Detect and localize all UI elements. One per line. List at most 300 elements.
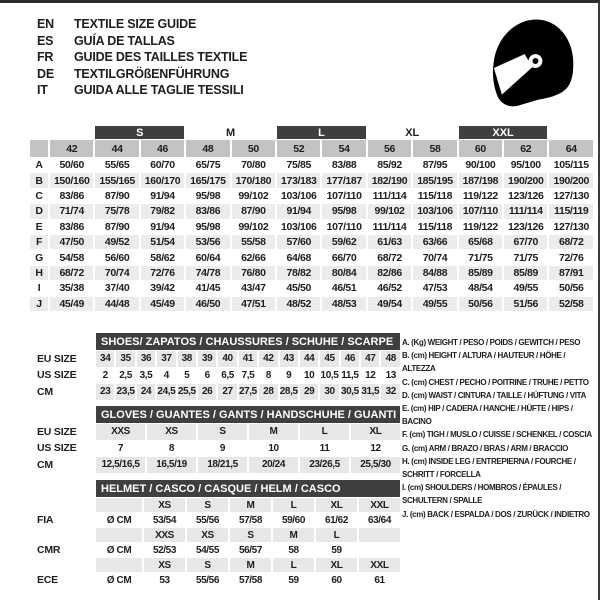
size-cell: 47/51 (232, 297, 275, 311)
size-cell: M (273, 528, 314, 542)
helmet-icon (487, 16, 576, 110)
size-cell: 12,5/16,5 (96, 457, 145, 473)
row-label: B (30, 173, 48, 187)
size-cell: 60 (331, 574, 342, 586)
size-cell: M (230, 558, 271, 572)
size-cell: 87/91 (549, 266, 593, 280)
lang-row-en (37, 16, 247, 33)
size-cell: 187/198 (459, 173, 502, 187)
row-label: D (30, 204, 48, 218)
size-cell: 53/54 (152, 514, 177, 526)
measure-row-h (30, 266, 593, 280)
size-column-header: 46 (141, 140, 184, 157)
size-column-header: 48 (186, 140, 229, 157)
row-label: US SIZE (37, 442, 77, 455)
size-cell: 115/118 (417, 220, 453, 233)
size-cell: XXL (359, 498, 400, 512)
size-cell: 39/42 (150, 282, 175, 295)
size-cell: 52/58 (549, 297, 593, 311)
measure-row-a (30, 158, 593, 172)
size-cell: 59/60 (281, 514, 306, 526)
size-cell: 190/200 (549, 173, 593, 187)
row-label: J (30, 297, 48, 311)
row-label: US SIZE (37, 369, 77, 382)
legend-item: J. (cm) BACK / ESPALDA / DOS / ZURÜCK / INDIETRO (402, 509, 590, 519)
size-cell: 12 (370, 442, 381, 454)
language-title-block (37, 16, 247, 99)
size-cell: 95/98 (195, 189, 221, 202)
size-cell: 103/106 (413, 204, 456, 218)
size-cell: 57/60 (277, 235, 320, 249)
size-cell: 58/62 (150, 251, 175, 264)
size-cell: 23/26,5 (300, 457, 349, 473)
size-cell: 127/130 (553, 189, 589, 202)
size-cell: 48 (381, 351, 400, 367)
size-cell: 87/90 (232, 204, 275, 218)
measure-row-i (30, 281, 593, 295)
size-group-xl: XL (405, 126, 420, 139)
size-cell: 18/21,5 (198, 457, 247, 473)
size-cell: 160/170 (141, 173, 184, 187)
size-cell: 16,5/19 (147, 457, 196, 473)
size-cell: 64/68 (286, 251, 311, 264)
size-cell: 74/78 (186, 266, 229, 280)
size-cell: 30,5 (341, 384, 359, 400)
size-cell: 46 (341, 351, 359, 367)
size-cell: 70/80 (241, 159, 266, 172)
measurement-legend (402, 336, 594, 521)
size-cell: 57/58 (238, 574, 263, 586)
size-cell: 115/118 (417, 189, 453, 202)
size-cell: S (187, 498, 228, 512)
shoes-eu-row (30, 351, 400, 367)
lang-code: FR (37, 50, 54, 64)
lang-title: TEXTILGRÖßENFÜHRUNG (74, 66, 230, 81)
row-label: EU SIZE (37, 425, 77, 438)
size-cell: M (249, 424, 298, 440)
size-cell: 55/58 (232, 235, 275, 249)
size-cell: 24,5 (157, 384, 175, 400)
size-cell: L (316, 528, 357, 542)
size-cell: 173/183 (277, 173, 320, 187)
legend-item: B. (cm) HEIGHT / ALTURA / HAUTEUR / HÖHE / ALTEZZA (402, 351, 566, 374)
size-group-l: L (277, 126, 366, 139)
size-cell: 36 (137, 351, 155, 367)
size-cell: 59/62 (322, 235, 365, 249)
size-cell: 45/49 (141, 297, 184, 311)
size-cell: 61 (374, 574, 385, 586)
size-cell: 99/102 (368, 204, 411, 218)
size-cell: 182/190 (368, 173, 411, 187)
shoes-cm-row (30, 384, 400, 400)
size-cell: 111/114 (504, 204, 547, 218)
size-column-header: 58 (413, 140, 456, 157)
row-label: CM (37, 385, 53, 398)
legend-item: F. (cm) TIGH / MUSLO / CUISSE / SCHENKEL / COSCIA (402, 430, 592, 440)
size-cell (359, 543, 400, 557)
size-cell: 2 (102, 369, 108, 381)
size-cell: 95/98 (195, 220, 221, 233)
size-cell (96, 558, 142, 572)
measure-row-g (30, 250, 593, 264)
size-cell: 54/55 (195, 544, 220, 556)
size-cell: 23,5 (116, 384, 134, 400)
size-cell: S (230, 528, 271, 542)
size-cell: Ø CM (106, 514, 132, 526)
size-cell: 49/55 (413, 297, 456, 311)
legend-item: E. (cm) HIP / CADERA / HANCHE / HÜFTE / HIPS / BACINO (402, 404, 573, 427)
size-cell: 66/70 (331, 251, 357, 264)
size-cell: 60/64 (195, 251, 221, 264)
size-cell: 50/56 (558, 282, 584, 295)
size-cell: 83/86 (186, 204, 229, 218)
size-cell: 35/38 (59, 282, 84, 295)
row-label: F (30, 235, 48, 249)
size-cell: L (273, 498, 314, 512)
measure-row-f (30, 235, 593, 249)
size-cell: 83/88 (331, 159, 357, 172)
size-cell: 70/74 (95, 266, 138, 280)
size-cell: 87/95 (422, 159, 448, 172)
size-cell: 99/102 (238, 220, 269, 233)
size-cell: 29 (300, 384, 318, 400)
numeric-size-header-row (30, 140, 593, 157)
lang-title: GUÍA DE TALLAS (74, 33, 175, 48)
size-cell: 12 (365, 369, 376, 381)
size-cell: 40 (218, 351, 236, 367)
size-cell: 155/165 (95, 173, 138, 187)
size-cell: 82/86 (368, 266, 411, 280)
lang-title: GUIDE DES TAILLES TEXTILE (74, 50, 248, 64)
size-cell: 99/102 (238, 189, 269, 202)
size-cell: 47/50 (50, 235, 93, 249)
size-cell: 8 (168, 442, 175, 454)
size-cell: 35 (116, 351, 134, 367)
size-cell: 55/56 (195, 514, 220, 526)
size-cell: 90/100 (465, 159, 496, 172)
size-cell: 53 (159, 574, 170, 586)
size-cell: 85/92 (377, 159, 402, 172)
size-cell: 41/45 (195, 282, 221, 295)
size-cell: 46/52 (377, 282, 402, 295)
size-cell: 85/89 (459, 266, 502, 280)
size-cell: 58 (288, 544, 299, 556)
size-group-xxl: XXL (459, 126, 548, 139)
size-cell: Ø CM (106, 544, 132, 556)
size-cell: 10 (303, 369, 315, 381)
size-cell: 103/106 (280, 220, 317, 233)
size-cell: S (187, 558, 228, 572)
measure-row-d (30, 204, 593, 218)
size-cell: 44 (300, 351, 318, 367)
lang-row-fr (37, 49, 247, 66)
size-cell: 55/56 (195, 574, 220, 586)
size-cell: 49/54 (368, 297, 411, 311)
size-cell: 107/110 (326, 220, 362, 233)
size-cell: 6 (204, 369, 210, 381)
size-cell: 123/126 (508, 220, 544, 233)
size-cell: M (230, 498, 271, 512)
row-label: EU SIZE (37, 352, 77, 365)
size-cell: 20/24 (249, 457, 298, 473)
size-cell: 76/80 (232, 266, 275, 280)
size-cell: 84/88 (413, 266, 456, 280)
row-label: I (37, 282, 41, 295)
lang-title: GUIDA ALLE TAGLIE TESSILI (74, 83, 244, 97)
size-cell: 119/122 (462, 189, 498, 202)
size-cell: 25,5 (178, 384, 196, 400)
row-label: CMR (37, 544, 61, 556)
size-cell: 41 (239, 351, 257, 367)
textile-size-table (28, 125, 595, 312)
size-cell: 71/74 (50, 204, 93, 218)
size-cell: 37/40 (104, 282, 130, 295)
size-cell: 111/114 (372, 189, 407, 202)
lang-row-it (37, 82, 247, 99)
size-cell: 43 (280, 351, 298, 367)
size-cell: S (198, 424, 247, 440)
helmet-ece-values-row (30, 573, 400, 587)
measure-row-c (30, 189, 593, 203)
size-cell: 28,5 (280, 384, 298, 400)
size-cell: 53/56 (186, 235, 229, 249)
size-cell: 185/195 (413, 173, 456, 187)
shoes-table-title: SHOES/ ZAPATOS / CHAUSSURES / SCHUHE / SCARPE (96, 333, 400, 350)
size-column-header: 62 (504, 140, 547, 157)
row-label: ECE (37, 574, 58, 586)
gloves-us-row (30, 441, 400, 457)
size-cell: L (300, 424, 349, 440)
helmet-fia-sizes-row (30, 498, 400, 512)
shoes-size-table (28, 332, 402, 401)
size-cell: 9 (286, 369, 292, 381)
size-cell: 46/50 (186, 297, 229, 311)
size-cell: Ø CM (106, 574, 132, 586)
row-label: H (30, 266, 48, 280)
row-label (30, 558, 94, 572)
size-cell: 85/89 (504, 266, 547, 280)
size-cell: 31,5 (361, 384, 379, 400)
legend-item: G. (cm) ARM / BRAZO / BRAS / ARM / BRACCIO (402, 443, 569, 453)
size-cell: 46/51 (331, 282, 357, 295)
size-cell: 72/76 (141, 266, 184, 280)
size-cell: 63/66 (413, 235, 456, 249)
size-column-header: 60 (459, 140, 502, 157)
size-cell: 6,5 (221, 369, 234, 381)
size-cell: XS (187, 528, 228, 542)
size-cell: 5 (184, 369, 190, 381)
size-cell: 10,5 (320, 369, 339, 381)
size-cell: 115/119 (549, 204, 593, 218)
size-cell: XXS (96, 424, 145, 440)
size-cell: XL (316, 498, 357, 512)
size-column-header: 42 (50, 140, 93, 157)
size-cell: 13 (385, 369, 396, 381)
size-cell: 75/78 (95, 204, 138, 218)
lang-row-es (37, 33, 247, 50)
size-cell: 49/55 (513, 282, 539, 295)
gloves-eu-row (30, 424, 400, 440)
size-cell: 11 (319, 442, 330, 454)
row-label: A (35, 159, 43, 172)
size-cell: 45 (320, 351, 338, 367)
size-cell: 111/114 (372, 220, 407, 233)
row-label (30, 528, 94, 542)
lang-code: DE (37, 66, 54, 81)
size-cell: XS (147, 424, 196, 440)
helmet-fia-values-row (30, 513, 400, 527)
size-cell: 38 (178, 351, 196, 367)
size-cell: XXL (359, 558, 400, 572)
lang-code: IT (37, 83, 48, 97)
size-cell: 27,5 (239, 384, 257, 400)
legend-item: H. (cm) INSIDE LEG / ENTREPIERNA / FOURCHE / SCHRITT / FORCELLA (402, 456, 576, 480)
size-cell: 59 (331, 544, 342, 556)
size-cell: 52/53 (152, 544, 177, 556)
row-label (30, 498, 94, 512)
size-cell: 43/47 (241, 282, 266, 295)
size-cell: 190/200 (504, 173, 547, 187)
size-cell: L (273, 558, 314, 572)
size-cell: 24 (137, 384, 155, 400)
shoes-us-row (30, 368, 400, 384)
size-column-header: 44 (95, 140, 138, 157)
size-cell: 177/187 (322, 173, 365, 187)
size-cell: 47/53 (422, 282, 448, 295)
size-cell: 37 (157, 351, 175, 367)
size-cell: 54/58 (59, 251, 84, 264)
size-column-header: 52 (277, 140, 320, 157)
size-group-row (30, 126, 593, 139)
size-cell: 9 (219, 442, 226, 454)
size-cell: 47 (361, 351, 379, 367)
size-cell: 87/90 (104, 220, 130, 233)
size-cell: 91/94 (150, 189, 175, 202)
size-cell: 30 (320, 384, 338, 400)
legend-item: A. (Kg) WEIGHT / PESO / POIDS / GEWITCH / PESO (402, 338, 581, 347)
size-cell: 107/110 (459, 204, 502, 218)
size-cell: 91/94 (277, 204, 320, 218)
gloves-size-table (28, 405, 402, 474)
size-cell: 78/82 (277, 266, 320, 280)
size-cell: 95/100 (510, 159, 541, 172)
size-cell: 105/115 (553, 159, 589, 172)
row-label: CM (37, 458, 53, 471)
size-cell: 61/63 (368, 235, 411, 249)
size-cell: XL (351, 424, 400, 440)
size-cell: 2,5 (119, 369, 132, 381)
size-cell: 65/75 (195, 159, 221, 172)
size-cell: 56/57 (238, 544, 263, 556)
row-label: G (35, 251, 43, 264)
size-cell: 7 (117, 442, 124, 454)
size-cell: 67/70 (504, 235, 547, 249)
size-cell: 60/70 (150, 159, 175, 172)
measure-row-e (30, 220, 593, 234)
size-cell: 28 (259, 384, 277, 400)
size-cell: 4 (163, 369, 169, 381)
lang-title: TEXTILE SIZE GUIDE (74, 17, 197, 31)
size-cell: 103/106 (280, 189, 317, 202)
legend-item: D. (cm) WAIST / CINTURA / TAILLE / HÜFTUNG / VITA (402, 390, 587, 400)
size-cell: 123/126 (508, 189, 544, 202)
helmet-size-table (28, 479, 402, 588)
size-cell (96, 528, 142, 542)
size-cell: 7,5 (241, 369, 255, 381)
size-cell: 45/50 (286, 282, 311, 295)
legend-item: C. (cm) CHEST / PECHO / POITRINE / TRUHE / PETTO (402, 377, 589, 387)
legend-item: I. (cm) SHOULDERS / HOMBROS / ÉPAULES / SCHULTERN / SPALLE (402, 483, 562, 506)
size-cell: 70/74 (422, 251, 448, 264)
size-cell: 75/85 (286, 159, 311, 172)
helmet-ece-sizes-row (30, 558, 400, 572)
size-cell: 25,5/30 (351, 457, 400, 473)
size-cell (359, 528, 400, 542)
size-cell: 150/160 (50, 173, 93, 187)
size-cell: 127/130 (553, 220, 589, 233)
size-cell: 68/72 (377, 251, 402, 264)
size-cell: 95/98 (322, 204, 365, 218)
size-column-header: 64 (549, 140, 593, 157)
size-cell: XXS (144, 528, 185, 542)
size-cell: 71/75 (468, 251, 493, 264)
gloves-cm-row (30, 457, 400, 473)
size-cell: XS (144, 558, 185, 572)
size-cell: 83/86 (59, 189, 84, 202)
size-cell: 71/75 (513, 251, 539, 264)
size-cell: 61/62 (324, 514, 349, 526)
size-cell: 49/52 (95, 235, 138, 249)
size-column-header: 54 (322, 140, 365, 157)
helmet-table-title: HELMET / CASCO / CASQUE / HELM / CASCO (96, 480, 400, 497)
size-cell: 8 (265, 369, 271, 381)
size-cell: 79/82 (141, 204, 184, 218)
size-cell: 34 (96, 351, 114, 367)
size-cell: 27 (218, 384, 236, 400)
size-cell: 63/64 (367, 514, 392, 526)
size-cell: 32 (381, 384, 400, 400)
row-label: FIA (37, 514, 54, 526)
size-cell: 11,5 (341, 369, 359, 381)
lang-row-de (37, 66, 247, 83)
size-cell: 59 (288, 574, 299, 586)
size-cell: 42 (259, 351, 277, 367)
size-cell (96, 498, 142, 512)
size-cell: 72/76 (558, 251, 584, 264)
size-cell: 62/66 (241, 251, 266, 264)
size-cell: 48/54 (468, 282, 493, 295)
size-cell: 87/90 (104, 189, 130, 202)
size-cell: 45/49 (50, 297, 93, 311)
size-cell: 119/122 (462, 220, 498, 233)
helmet-cmr-sizes-row (30, 528, 400, 542)
size-cell: XL (316, 558, 357, 572)
size-cell: 3,5 (139, 369, 153, 381)
size-cell: XS (144, 498, 185, 512)
gloves-table-title: GLOVES / GUANTES / GANTS / HANDSCHUHE / GUANTI (96, 406, 400, 423)
row-label: C (35, 189, 43, 202)
size-cell: 83/86 (59, 220, 84, 233)
size-cell: 26 (198, 384, 216, 400)
size-cell: 55/65 (104, 159, 130, 172)
size-cell: 65/68 (459, 235, 502, 249)
size-group-s: S (95, 126, 184, 139)
lang-code: ES (37, 33, 54, 48)
measure-row-j (30, 297, 593, 311)
size-cell: 50/56 (459, 297, 502, 311)
size-cell: 48/53 (322, 297, 365, 311)
size-column-header: 50 (232, 140, 275, 157)
